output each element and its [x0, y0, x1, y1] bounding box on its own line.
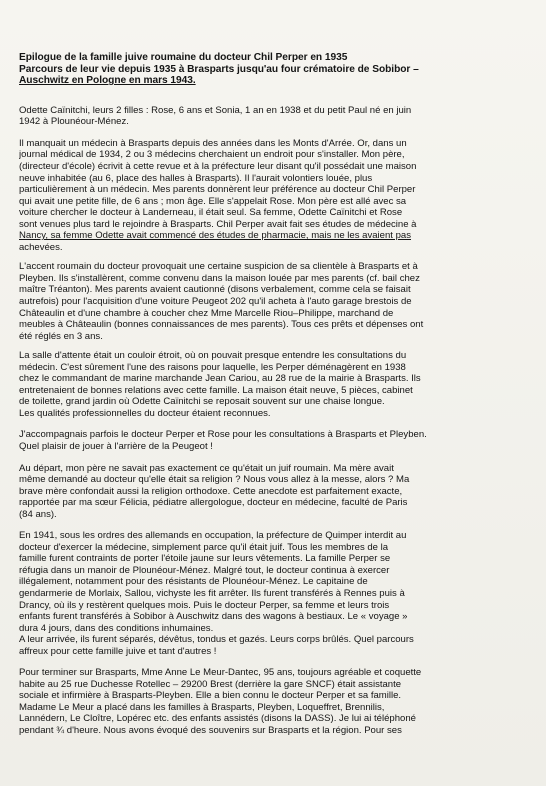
text-line: été réglés en 3 ans.	[19, 330, 103, 342]
text-line: J'accompagnais parfois le docteur Perper et Rose pour les consultations à Brasparts et Pleyben.	[19, 429, 427, 441]
title-line: Epilogue de la famille juive roumaine du docteur Chil Perper en 1935	[19, 52, 348, 63]
text-line: docteur d'exercer la médecine, simplement parce qu'il était juif. Tous les membres de la	[19, 541, 389, 553]
text-line: chez le commandant de marine marchande Jean Cariou, au 28 rue de la mairie à Brasparts. Ils	[19, 373, 421, 385]
text-line: Nancy, sa femme Odette avait commencé des études de pharmacie, mais ne les avaient pas	[19, 230, 411, 242]
text-line: A leur arrivée, ils furent séparés, dévêtus, tondus et gazés. Leurs corps brûlés. Quel parcours	[19, 634, 414, 646]
text-line: achevées.	[19, 241, 63, 253]
text-line: Il manquait un médecin à Brasparts depuis des années dans les Monts d'Arrée. Or, dans un	[19, 137, 407, 149]
text-line: Drancy, où ils y restèrent quelques mois. Puis le docteur Perper, sa femme et leurs trois	[19, 599, 390, 611]
text-line: Les qualités professionnelles du docteur étaient reconnues.	[19, 407, 271, 419]
text-line: Lannédern, Le Cloître, Lopérec etc. des enfants assistés (disons la DASS). Je lui ai téléphoné	[19, 713, 416, 725]
text-line: de toilette, grand jardin où Odette Caïnitchi se reposait souvent sur une chaise longue.	[19, 396, 385, 408]
text-line: (84 ans).	[19, 508, 57, 520]
paragraph-accent	[19, 261, 526, 342]
text-line: brave mère confondait aussi la religion orthodoxe. Cette anecdote est parfaitement exacte,	[19, 485, 403, 497]
text-line: pendant ¾ d'heure. Nous avons évoqué des souvenirs sur Brasparts et la région. Pour ses	[19, 725, 402, 737]
text-line: rapportée par ma sœur Félicia, pédiatre allergologue, docteur en médecine, faculté de Paris	[19, 497, 408, 509]
paragraph-family-intro	[19, 105, 526, 128]
title-line: Auschwitz en Pologne en mars 1943.	[19, 75, 196, 87]
text-line: Madame Le Meur a placé dans les familles à Brasparts, Pleyben, Loqueffret, Brennilis,	[19, 701, 385, 713]
paragraph-brasparts-end	[19, 667, 526, 736]
text-line: qui avait une petite fille, de 6 ans ; mon âge. Elle s'appelait Rose. Mon père est allé avec sa	[19, 195, 407, 207]
document-title	[19, 52, 526, 87]
text-line: famille furent contraints de porter l'étoile jaune sur leurs vêtements. La famille Perper se	[19, 553, 391, 565]
text-line: habite au 25 rue Duchesse Rotellec – 29200 Brest (derrière la gare SNCF) était assistante	[19, 678, 402, 690]
text-line: En 1941, sous les ordres des allemands en occupation, la préfecture de Quimper interdit au	[19, 530, 407, 542]
text-line: journal médical de 1934, 2 ou 3 médecins cherchaient un endroit pour s'installer. Mon père,	[19, 149, 405, 161]
title-line: Parcours de leur vie depuis 1935 à Brasparts jusqu'au four crématoire de Sobibor –	[19, 63, 419, 75]
paragraph-consultations	[19, 429, 526, 452]
text-line: Pleyben. Ils s'installèrent, comme convenu dans la maison louée par mes parents (cf. bail chez	[19, 272, 420, 284]
text-line: particulièrement à un médecin. Mes parents donnèrent leur préférence au docteur Chil Perper	[19, 184, 416, 196]
paragraph-religion	[19, 463, 526, 521]
text-line: sociale et infirmière à Brasparts-Pleyben. Elle a bien connu le docteur Perper et sa famille.	[19, 690, 402, 702]
text-line: sont venues plus tard le rejoindre à Brasparts. Chil Perper avait fait ses études de médecine à	[19, 218, 417, 230]
text-line: voiture chercher le docteur à Landerneau, il était seul. Sa femme, Odette Caïnitchi et Rose	[19, 207, 403, 219]
text-line: enfants furent transférés à Sobibor à Auschwitz dans des wagons à bestiaux. Le « voyage »	[19, 611, 408, 623]
paragraph-waiting-room	[19, 350, 526, 419]
text-line: maître Tréanton). Mes parents avaient cautionné (disons verbalement, comme cela se faisait	[19, 284, 411, 296]
text-line: Châteaulin et d'une chambre à coucher chez Mme Marcelle Riou–Philippe, marchand de	[19, 307, 394, 319]
text-line: Odette Caïnitchi, leurs 2 filles : Rose, 6 ans et Sonia, 1 an en 1938 et du petit Paul né en juin	[19, 104, 412, 116]
text-line: réfugia dans un manoir de Plounéour-Ménez. Malgré tout, le docteur continua à exercer	[19, 564, 390, 576]
text-line: Pour terminer sur Brasparts, Mme Anne Le Meur-Dantec, 95 ans, toujours agréable et coquette	[19, 667, 422, 679]
text-line: entretenaient de bonnes relations avec cette famille. La maison était neuve, 5 pièces, cabinet	[19, 384, 413, 396]
text-line: La salle d'attente était un couloir étroit, où on pouvait presque entendre les consultations du	[19, 350, 407, 362]
text-line: autrefois) pour l'acquisition d'une voiture Peugeot 202 qu'il acheta à l'auto garage brestois de	[19, 295, 412, 307]
text-line: (directeur d'école) écrivit à cette revue et à la préfecture leur disant qu'il possédait une maison	[19, 160, 417, 172]
text-line: Quel plaisir de jouer à l'arrière de la Peugeot !	[19, 441, 213, 452]
text-line: gendarmerie de Morlaix, Sallou, vichyste les fit arrêter. Ils furent transférés à Rennes puis à	[19, 588, 405, 600]
text-line: neuve inhabitée (au 6, place des halles à Brasparts). Il l'aurait volontiers louée, plus	[19, 172, 373, 184]
text-line: meubles à Châteaulin (bonnes connaissances de mes parents). Tous ces prêts et dépenses ont	[19, 319, 424, 331]
text-line: illégalement, notamment pour des résistants de Plounéour-Ménez. Le capitaine de	[19, 576, 368, 588]
text-line: 1942 à Plounéour-Ménez.	[19, 116, 129, 128]
text-line: L'accent roumain du docteur provoquait une certaine suspicion de sa clientèle à Brasparts et à	[19, 261, 418, 273]
text-line: affreux pour cette famille juive et tant d'autres !	[19, 645, 217, 657]
text-line: dura 4 jours, dans des conditions inhumaines.	[19, 622, 214, 634]
paragraph-arrival	[19, 138, 526, 253]
paragraph-1941	[19, 530, 526, 657]
text-line: Au départ, mon père ne savait pas exactement ce qu'était un juif roumain. Ma mère avait	[19, 462, 394, 474]
text-line: même demandé au docteur qu'elle était sa religion ? Nous vous allez à la messe, alors ? Ma	[19, 474, 410, 486]
text-line: médecin. C'est sûrement l'une des raisons pour laquelle, les Perper déménagèrent en 1938	[19, 361, 406, 373]
